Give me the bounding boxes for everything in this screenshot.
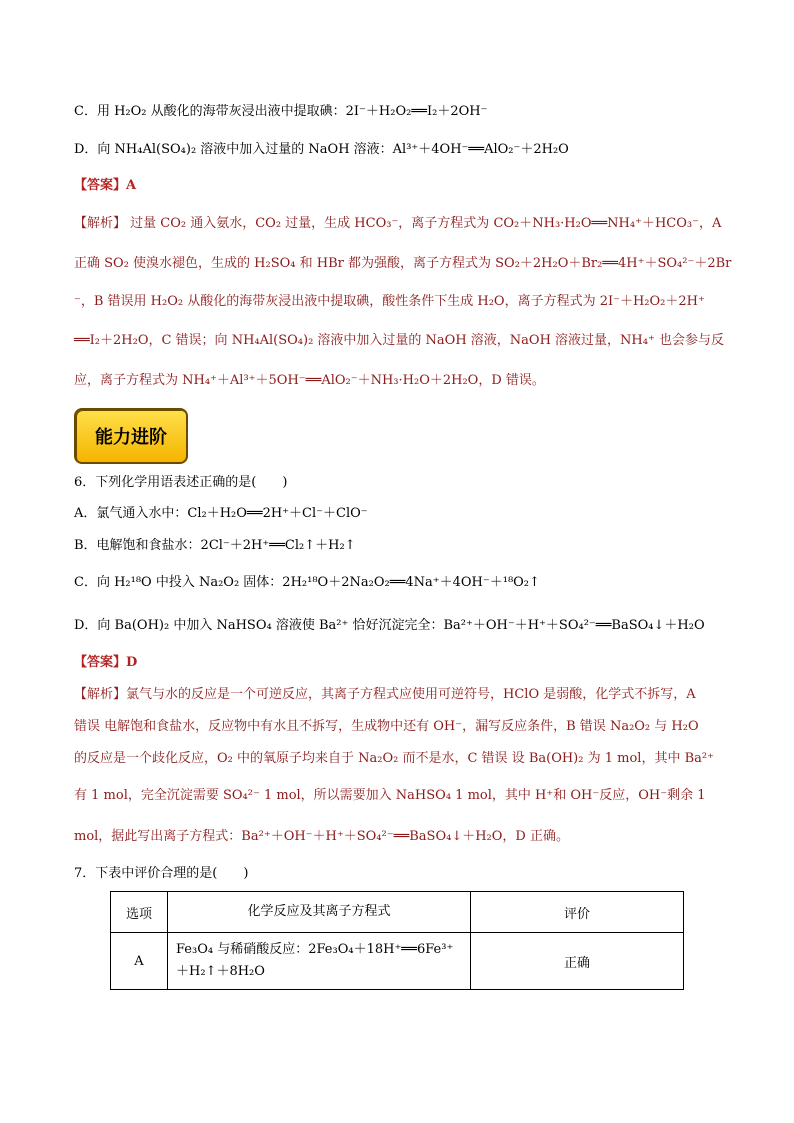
table-header: 化学反应及其离子方程式 — [168, 892, 471, 933]
explanation-line: 【解析】 过量 CO₂ 通入氨水，CO₂ 过量，生成 HCO₃⁻，离子方程式为 CO₂＋NH₃·H₂O══NH₄⁺＋HCO₃⁻，A — [74, 216, 722, 231]
option-d: D．向 NH₄Al(SO₄)₂ 溶液中加入过量的 NaOH 溶液：Al³⁺＋4OH⁻══AlO₂⁻＋2H₂O — [74, 142, 569, 157]
question-6: 6．下列化学用语表述正确的是( ) — [74, 475, 288, 490]
answer-label: 【答案】A — [74, 178, 137, 193]
section-badge: 能力进阶 — [74, 408, 188, 464]
q6-option-d: D．向 Ba(OH)₂ 中加入 NaHSO₄ 溶液使 Ba²⁺ 恰好沉淀完全：Ba²⁺＋OH⁻＋H⁺＋SO₄²⁻══BaSO₄↓＋H₂O — [74, 618, 705, 633]
table-header-row — [111, 892, 684, 933]
q6-option-b: B．电解饱和食盐水：2Cl⁻＋2H⁺══Cl₂↑＋H₂↑ — [74, 538, 356, 553]
explanation-line: 错误 电解饱和食盐水，反应物中有水且不拆写，生成物中还有 OH⁻，漏写反应条件，B 错误 Na₂O₂ 与 H₂O — [74, 719, 699, 734]
evaluation-table — [110, 891, 684, 990]
option-c: C．用 H₂O₂ 从酸化的海带灰浸出液中提取碘：2I⁻＋H₂O₂══I₂＋2OH⁻ — [74, 104, 488, 119]
explanation-line: 【解析】氯气与水的反应是一个可逆反应，其离子方程式应使用可逆符号，HClO 是弱酸，化学式不拆写，A — [74, 687, 696, 702]
explanation-line: ══I₂＋2H₂O，C 错误；向 NH₄Al(SO₄)₂ 溶液中加入过量的 NaOH 溶液，NaOH 溶液过量，NH₄⁺ 也会参与反 — [74, 333, 724, 348]
table-row — [111, 933, 684, 990]
explanation-line: 的反应是一个歧化反应，O₂ 中的氧原子均来自于 Na₂O₂ 而不是水，C 错误 设 Ba(OH)₂ 为 1 mol，其中 Ba²⁺ — [74, 751, 714, 766]
table-cell-evaluation: 正确 — [471, 933, 684, 990]
answer-label: 【答案】D — [74, 655, 138, 670]
table-header: 评价 — [471, 892, 684, 933]
explanation-line: mol，据此写出离子方程式：Ba²⁺＋OH⁻＋H⁺＋SO₄²⁻══BaSO₄↓＋H₂O，D 正确。 — [74, 829, 569, 844]
q6-option-c: C．向 H₂¹⁸O 中投入 Na₂O₂ 固体：2H₂¹⁸O＋2Na₂O₂══4Na⁺＋4OH⁻＋¹⁸O₂↑ — [74, 575, 540, 590]
table-cell-option: A — [111, 933, 168, 990]
q6-option-a: A．氯气通入水中：Cl₂＋H₂O══2H⁺＋Cl⁻＋ClO⁻ — [74, 506, 368, 521]
table-header: 选项 — [111, 892, 168, 933]
explanation-line: ⁻，B 错误用 H₂O₂ 从酸化的海带灰浸出液中提取碘，酸性条件下生成 H₂O，离子方程式为 2I⁻＋H₂O₂＋2H⁺ — [74, 294, 705, 309]
question-7: 7．下表中评价合理的是( ) — [74, 866, 249, 881]
table-cell-reaction: Fe₃O₄ 与稀硝酸反应：2Fe₃O₄＋18H⁺══6Fe³⁺＋H₂↑＋8H₂O — [168, 933, 471, 990]
explanation-line: 有 1 mol，完全沉淀需要 SO₄²⁻ 1 mol，所以需要加入 NaHSO₄ 1 mol，其中 H⁺和 OH⁻反应，OH⁻剩余 1 — [74, 788, 706, 803]
explanation-line: 应，离子方程式为 NH₄⁺＋Al³⁺＋5OH⁻══AlO₂⁻＋NH₃·H₂O＋2H₂O，D 错误。 — [74, 373, 545, 388]
explanation-line: 正确 SO₂ 使溴水褪色，生成的 H₂SO₄ 和 HBr 都为强酸，离子方程式为 SO₂＋2H₂O＋Br₂══4H⁺＋SO₄²⁻＋2Br — [74, 256, 732, 271]
